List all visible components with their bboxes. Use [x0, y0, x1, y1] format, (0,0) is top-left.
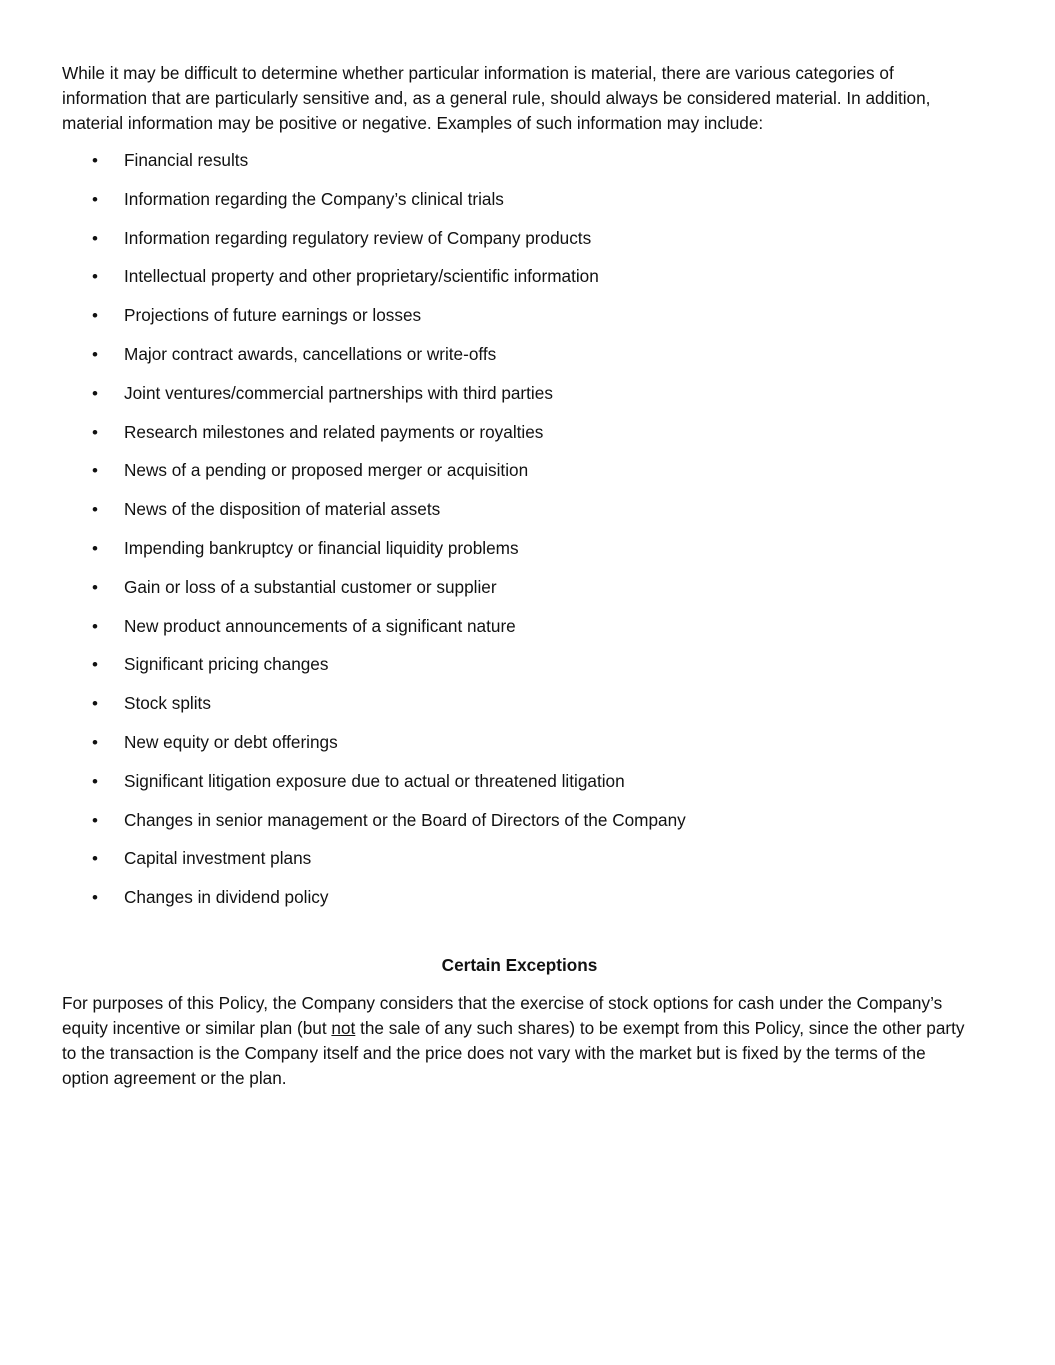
- bullet-icon: •: [92, 888, 98, 908]
- bullet-icon: •: [92, 849, 98, 869]
- list-item-text: New product announcements of a significant nature: [124, 615, 516, 636]
- list-item-text: Intellectual property and other proprietary/scientific information: [124, 266, 599, 287]
- list-item-text: News of a pending or proposed merger or acquisition: [124, 460, 529, 481]
- list-item: [62, 808, 977, 833]
- list-item: [62, 691, 977, 716]
- list-item-text: Financial results: [124, 150, 249, 170]
- list-item: [62, 264, 977, 289]
- list-item-text: Impending bankruptcy or financial liquidity problems: [124, 537, 519, 558]
- list-item-text: Projections of future earnings or losses: [124, 305, 422, 326]
- list-item: [62, 420, 977, 445]
- list-item-text: Capital investment plans: [124, 848, 312, 869]
- list-item-text: Information regarding regulatory review of Company products: [124, 227, 592, 248]
- bullet-icon: •: [92, 500, 98, 520]
- bullet-icon: •: [92, 151, 98, 170]
- exceptions-text-after: the sale of any such shares) to be exempt from this Policy, since the other party to the transaction is the Company itself and the price does not vary with the market but is fixed by the terms of the option agreement or the plan.: [62, 1018, 965, 1089]
- exceptions-text-before: For purposes of this Policy, the Company considers that the exercise of stock options for cash under the Company’s equity incentive or similar plan (but: [62, 993, 943, 1039]
- list-item: [62, 846, 977, 871]
- bullet-icon: •: [92, 344, 98, 364]
- bullet-icon: •: [92, 422, 98, 442]
- document-page: [62, 61, 977, 1091]
- bullet-icon: •: [92, 461, 98, 481]
- list-item: [62, 730, 977, 755]
- material-info-list: [62, 148, 977, 910]
- bullet-icon: •: [92, 616, 98, 636]
- list-item: [62, 769, 977, 794]
- bullet-icon: •: [92, 306, 98, 326]
- list-item: [62, 614, 977, 639]
- bullet-icon: •: [92, 771, 98, 791]
- bullet-icon: •: [92, 189, 98, 209]
- bullet-icon: •: [92, 810, 98, 830]
- bullet-icon: •: [92, 732, 98, 752]
- list-item: [62, 342, 977, 367]
- bullet-icon: •: [92, 655, 98, 675]
- list-item-text: Information regarding the Company’s clinical trials: [124, 188, 504, 209]
- section-heading: Certain Exceptions: [441, 955, 598, 976]
- list-item-text: News of the disposition of material assets: [124, 499, 441, 520]
- bullet-icon: •: [92, 577, 98, 597]
- underlined-not: not: [331, 1018, 356, 1039]
- list-item-text: Significant pricing changes: [124, 654, 329, 675]
- list-item: [62, 497, 977, 522]
- list-item-text: New equity or debt offerings: [124, 731, 338, 752]
- list-item: [62, 303, 977, 328]
- list-item-text: Stock splits: [124, 693, 211, 714]
- list-item: [62, 226, 977, 251]
- list-item: [62, 885, 977, 910]
- bullet-icon: •: [92, 267, 98, 287]
- list-item: [62, 187, 977, 212]
- list-item-text: Changes in senior management or the Board of Directors of the Company: [124, 809, 686, 830]
- list-item-text: Research milestones and related payments or royalties: [124, 421, 544, 442]
- list-item: [62, 148, 977, 173]
- list-item-text: Major contract awards, cancellations or write-offs: [124, 343, 497, 364]
- bullet-icon: •: [92, 538, 98, 558]
- list-item: [62, 575, 977, 600]
- exceptions-paragraph: [62, 991, 977, 1091]
- list-item-text: Joint ventures/commercial partnerships with third parties: [124, 382, 553, 403]
- list-item-text: Significant litigation exposure due to actual or threatened litigation: [124, 770, 625, 791]
- list-item: [62, 536, 977, 561]
- list-item: [62, 381, 977, 406]
- list-item-text: Gain or loss of a substantial customer or supplier: [124, 576, 497, 597]
- intro-paragraph: While it may be difficult to determine whether particular information is material, there are various categories of information that are particularly sensitive and, as a general rule, should always be considered material. In addition, material information may be positive or negative. Examples of such information may include:: [62, 63, 931, 133]
- list-item: [62, 458, 977, 483]
- bullet-icon: •: [92, 228, 98, 248]
- bullet-icon: •: [92, 383, 98, 403]
- bullet-icon: •: [92, 694, 98, 714]
- list-item-text: Changes in dividend policy: [124, 887, 329, 908]
- list-item: [62, 652, 977, 677]
